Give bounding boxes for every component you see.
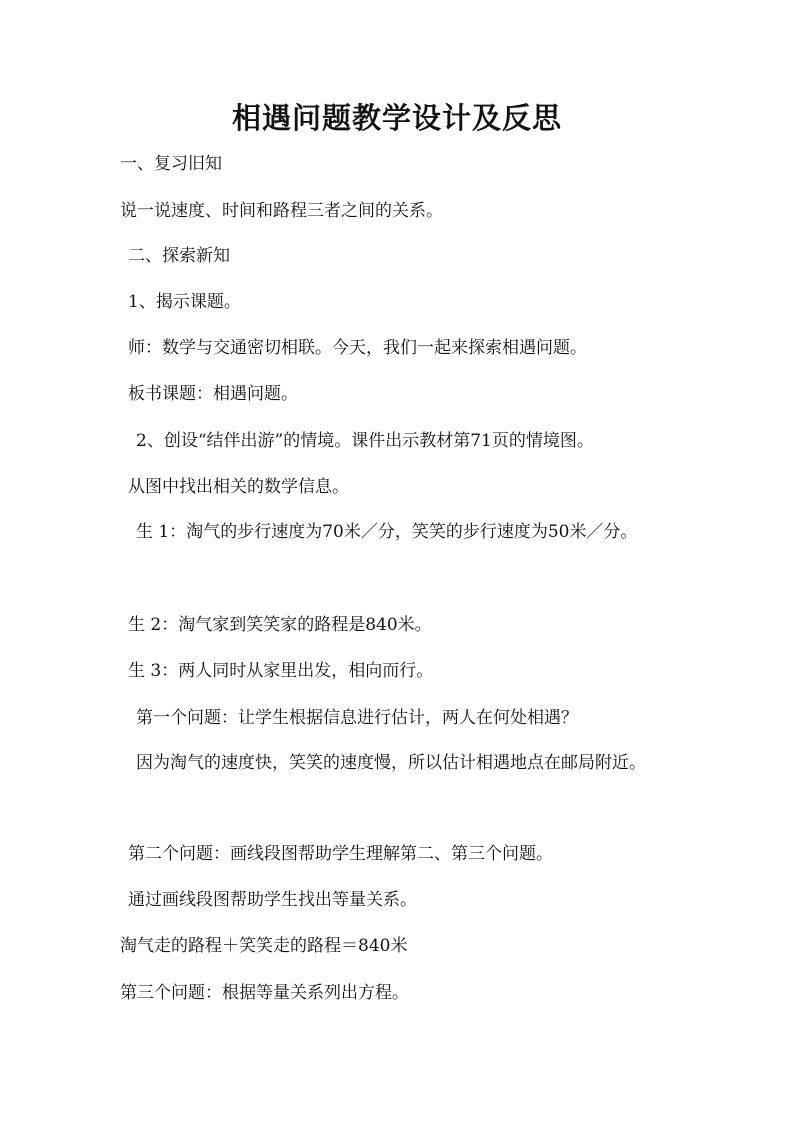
section-heading-explore: 二、探索新知 [128,246,230,266]
paragraph-student-1: 生 1：淘气的步行速度为70米／分，笑笑的步行速度为50米／分。 [136,522,638,542]
paragraph-student-2: 生 2：淘气家到笑笑家的路程是840米。 [128,615,432,635]
section-heading-review: 一、复习旧知 [120,154,222,174]
paragraph-question-3: 第三个问题：根据等量关系列出方程。 [120,983,409,1003]
document-title: 相遇问题教学设计及反思 [231,101,562,135]
paragraph-equation: 淘气走的路程＋笑笑走的路程＝840米 [120,936,408,956]
paragraph-find-info: 从图中找出相关的数学信息。 [128,477,349,497]
paragraph-review-prompt: 说一说速度、时间和路程三者之间的关系。 [120,201,443,221]
paragraph-student-3: 生 3：两人同时从家里出发，相向而行。 [128,661,434,681]
paragraph-question-1: 第一个问题：让学生根据信息进行估计，两人在何处相遇？ [136,708,578,728]
paragraph-teacher-intro: 师：数学与交通密切相联。今天，我们一起来探索相遇问题。 [128,338,587,358]
paragraph-board-title: 板书课题：相遇问题。 [128,384,298,404]
paragraph-estimate: 因为淘气的速度快，笑笑的速度慢，所以估计相遇地点在邮局附近。 [136,753,646,773]
paragraph-question-2: 第二个问题：画线段图帮助学生理解第二、第三个问题。 [128,844,553,864]
paragraph-step-1: 1、揭示课题。 [128,292,241,312]
paragraph-line-diagram: 通过画线段图帮助学生找出等量关系。 [128,890,417,910]
paragraph-step-2: 2、创设“结伴出游”的情境。课件出示教材第71页的情境图。 [136,431,594,451]
